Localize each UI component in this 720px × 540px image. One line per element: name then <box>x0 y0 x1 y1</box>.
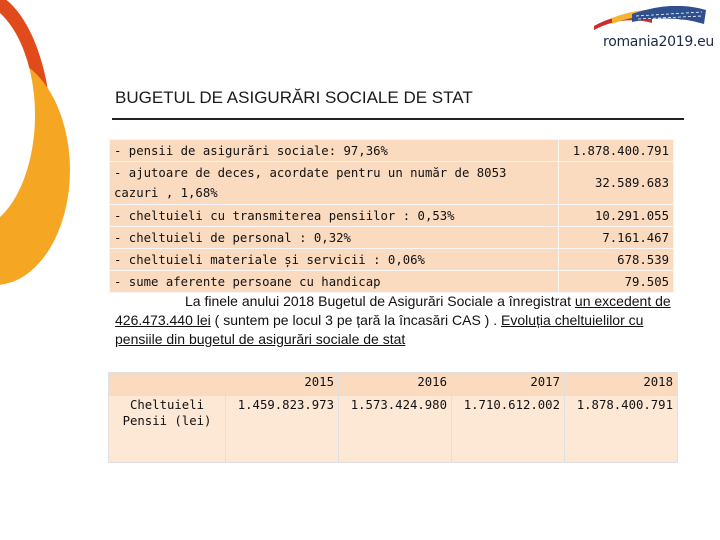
logo-text: romania2019.eu <box>603 34 714 50</box>
budget-item-label: - cheltuieli cu transmiterea pensiilor : 0,53% <box>110 205 559 227</box>
year-header: 2018 <box>565 373 678 396</box>
table-row <box>110 140 674 162</box>
evolution-heading: Evoluția cheltuielilor cu pensiile din bugetul de asigurări sociale de stat <box>115 312 644 347</box>
header-empty-cell <box>109 373 226 396</box>
pension-evolution-table <box>108 372 678 463</box>
year-header: 2017 <box>452 373 565 396</box>
table-row <box>110 249 674 271</box>
budget-item-value: 79.505 <box>559 271 674 293</box>
row-label-line1: Cheltuieli <box>129 398 205 412</box>
year-header: 2015 <box>226 373 339 396</box>
paragraph-text: La finele anului 2018 Bugetul de Asigurări Sociale a înregistrat <box>185 293 575 309</box>
surplus-highlight: un excedent de 426.473.440 lei <box>115 293 671 328</box>
budget-item-label: - ajutoare de deces, acordate pentru un număr de 8053 cazuri , 1,68% <box>110 162 559 205</box>
budget-item-value: 678.539 <box>559 249 674 271</box>
table-row <box>109 396 678 463</box>
year-header: 2016 <box>339 373 452 396</box>
title-divider <box>112 118 684 120</box>
budget-item-label: - cheltuieli de personal : 0,32% <box>110 227 559 249</box>
budget-item-value: 32.589.683 <box>559 162 674 205</box>
pension-value: 1.459.823.973 <box>226 396 339 463</box>
pension-value: 1.878.400.791 <box>565 396 678 463</box>
paragraph-text: ( suntem pe locul 3 pe țară la încasări CAS ) . <box>210 312 502 328</box>
row-label-line2: Pensii (lei) <box>122 414 212 428</box>
budget-item-label: - sume aferente persoane cu handicap <box>110 271 559 293</box>
table-row <box>110 205 674 227</box>
row-label <box>109 396 226 463</box>
romania2019-logo <box>586 6 714 56</box>
table-row <box>110 162 674 205</box>
budget-item-value: 7.161.467 <box>559 227 674 249</box>
budget-item-value: 1.878.400.791 <box>559 140 674 162</box>
budget-item-label: - pensii de asigurări sociale: 97,36% <box>110 140 559 162</box>
summary-paragraph <box>115 292 685 349</box>
budget-table <box>109 139 674 293</box>
flag-wave-icon <box>592 6 708 32</box>
pension-value: 1.573.424.980 <box>339 396 452 463</box>
table-row <box>110 227 674 249</box>
table-header-row <box>109 373 678 396</box>
budget-item-value: 10.291.055 <box>559 205 674 227</box>
budget-item-label: - cheltuieli materiale și servicii : 0,06% <box>110 249 559 271</box>
table-row <box>110 271 674 293</box>
page-title: BUGETUL DE ASIGURĂRI SOCIALE DE STAT <box>115 88 473 107</box>
pension-value: 1.710.612.002 <box>452 396 565 463</box>
